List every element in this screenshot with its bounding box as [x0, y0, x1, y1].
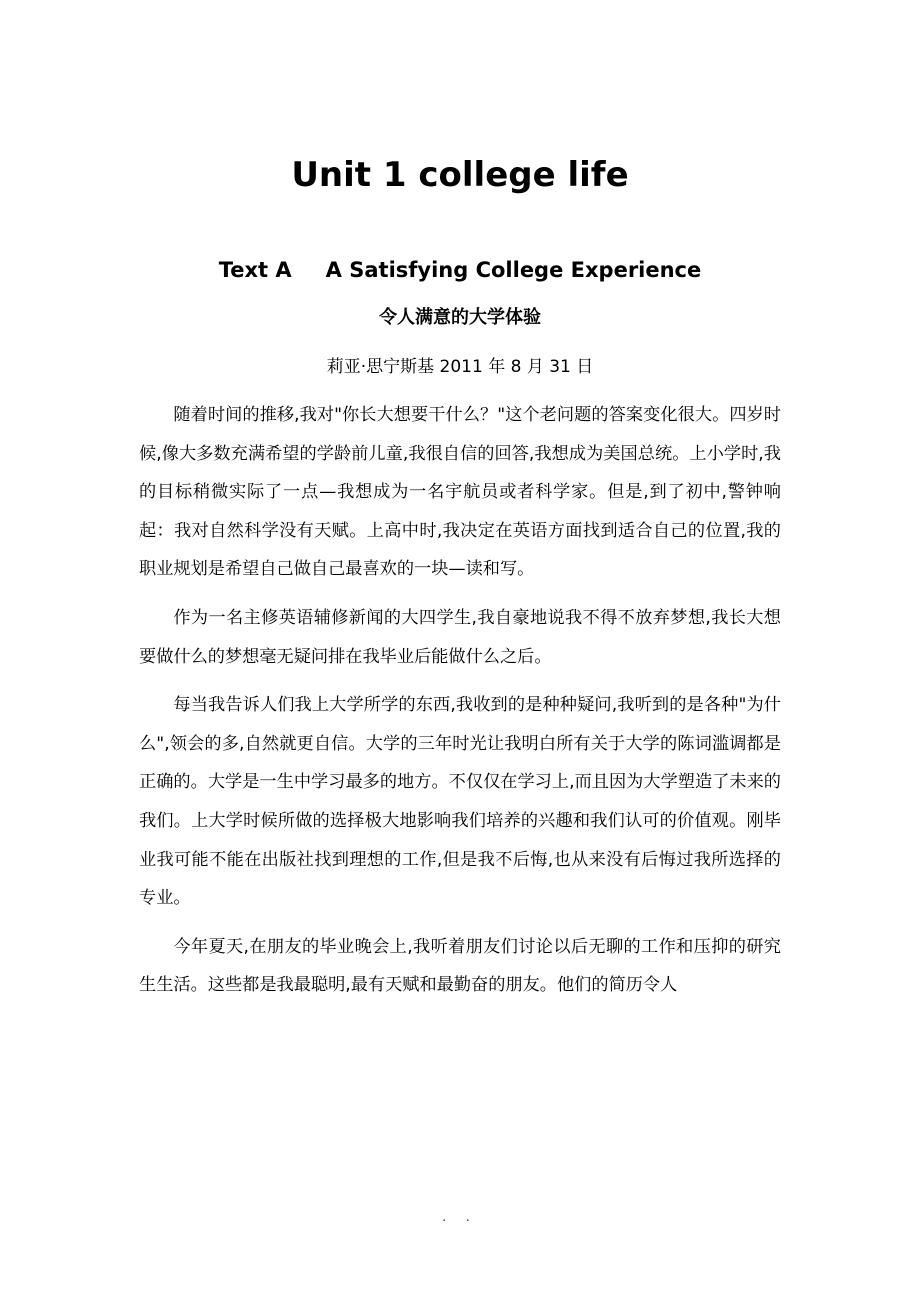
- paragraph: 作为一名主修英语辅修新闻的大四学生,我自豪地说我不得不放弃梦想,我长大想要做什么的梦想毫无疑问排在我毕业后能做什么之后。: [139, 607, 781, 667]
- text-title: [0, 253, 920, 287]
- chinese-title: 令人满意的大学体验: [379, 307, 541, 328]
- paragraph: 今年夏天,在朋友的毕业晚会上,我听着朋友们讨论以后无聊的工作和压抑的研究生生活。这些都是我最聪明,最有天赋和最勤奋的朋友。他们的简历令人: [139, 936, 781, 996]
- text-title-name: A Satisfying College Experience: [325, 258, 702, 282]
- byline: 莉亚·思宁斯基 2011 年 8 月 31 日: [326, 357, 594, 377]
- paragraph: 每当我告诉人们我上大学所学的东西,我收到的是种种疑问,我听到的是各种"为什么",领会的多,自然就更自信。大学的三年时光让我明白所有关于大学的陈词滥调都是正确的。大学是一生中学习最多的地方。不仅仅在学习上,而且因为大学塑造了未来的我们。上大学时候所做的选择极大地影响我们培养的兴趣和我们认可的价值观。刚毕业我可能不能在出版社找到理想的工作,但是我不后悔,也从来没有后悔过我所选择的专业。: [139, 695, 781, 909]
- text-label: Text A: [218, 258, 292, 282]
- body-text: [139, 396, 781, 1015]
- footer-mark: . .: [442, 1210, 478, 1224]
- paragraph: 随着时间的推移,我对"你长大想要干什么？"这个老问题的答案变化很大。四岁时候,像大多数充满希望的学龄前儿童,我很自信的回答,我想成为美国总统。上小学时,我的目标稍微实际了一点—我想成为一名宇航员或者科学家。但是,到了初中,警钟响起：我对自然科学没有天赋。上高中时,我决定在英语方面找到适合自己的位置,我的职业规划是希望自己做自己最喜欢的一块—读和写。: [139, 405, 781, 580]
- unit-title: Unit 1 college life: [291, 155, 629, 195]
